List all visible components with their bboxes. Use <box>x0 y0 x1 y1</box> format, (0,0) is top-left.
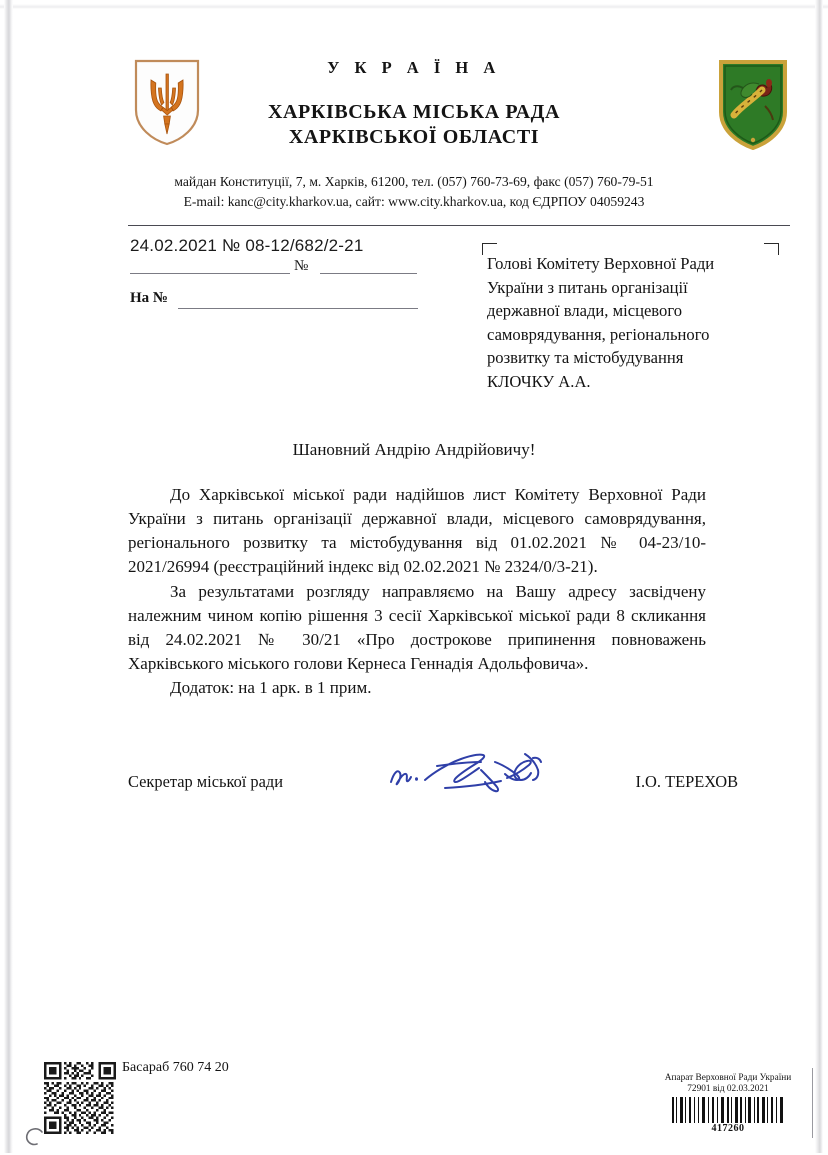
reply-blank-line <box>178 308 418 309</box>
registration-stamp <box>648 1073 808 1134</box>
organization-title-line1: ХАРКІВСЬКА МІСЬКА РАДА <box>267 101 561 123</box>
number-symbol-label: № <box>294 258 309 274</box>
reference-form-row <box>130 258 430 280</box>
contact-email-line: E-mail: kanc@city.kharkov.ua, сайт: www.city.kharkov.ua, код ЄДРПОУ 04059243 <box>183 193 645 209</box>
organization-title-line2: ХАРКІВСЬКОЇ ОБЛАСТІ <box>288 126 540 148</box>
reply-reference-row <box>130 290 430 314</box>
body-paragraph-3: Додаток: на 1 арк. в 1 прим. <box>170 678 372 697</box>
qr-code <box>44 1062 116 1134</box>
header-divider <box>128 225 790 226</box>
registration-authority: Апарат Верховної Ради України <box>664 1073 792 1083</box>
country-title: У К Р А Ї Н А <box>327 58 501 77</box>
date-blank-line <box>130 273 290 274</box>
barcode <box>648 1097 808 1123</box>
addressee-line-3: державної влади, місцевого <box>487 301 683 321</box>
addressee-line-4: самоврядування, регіонального <box>487 324 710 344</box>
signatory-title: Секретар міської ради <box>128 772 284 791</box>
number-blank-line <box>320 273 417 274</box>
signatory-name: І.О. ТЕРЕХОВ <box>635 772 738 791</box>
addressee-name: КЛОЧКУ А.А. <box>487 371 591 391</box>
handwritten-pencil-mark <box>22 1126 48 1150</box>
registration-number-date: 72901 від 02.03.2021 <box>687 1083 769 1094</box>
reply-to-label: На № <box>130 290 168 306</box>
addressee-line-2: України з питань організації <box>487 277 688 297</box>
body-paragraph-2: За результатами розгляду направляємо на Вашу адресу засвідчену належним чином копію рішення 3 сесії Харківської міської ради 8 скликання від 24.02.2021 № 30/21 «Про дострокове припинення повноважень Харківського міського голови Кернеса Геннадія Адольфовича». <box>128 581 706 673</box>
reference-block <box>130 236 430 314</box>
addressee-block <box>487 252 779 393</box>
document-header <box>0 58 828 150</box>
outgoing-reference-stamp: 24.02.2021 № 08-12/682/2-21 <box>130 236 364 255</box>
addressee-line-1: Голові Комітету Верховної Ради <box>487 254 715 273</box>
handwritten-signature <box>385 748 585 796</box>
contact-details <box>0 172 828 211</box>
salutation: Шановний Андрію Андрійовичу! <box>292 440 536 459</box>
registration-stamp-edge <box>812 1068 813 1138</box>
executor-contact: Басараб 760 74 20 <box>122 1060 229 1075</box>
addressee-line-5: розвитку та містобудування <box>487 348 684 368</box>
body-paragraph-1: До Харківської міської ради надійшов лист Комітету Верховної Ради України з питань організації державної влади, місцевого самоврядування, регіонального розвитку та містобудування від 01.02.2021 № 04-23/10-2021/26994 (реєстраційний індекс від 02.02.2021 № 2324/0/3-21). <box>128 485 706 577</box>
letter-body <box>128 483 706 700</box>
contact-address-line: майдан Конституції, 7, м. Харків, 61200, тел. (057) 760-73-69, факс (057) 760-79-51 <box>174 174 654 189</box>
barcode-number: 417260 <box>711 1122 745 1134</box>
